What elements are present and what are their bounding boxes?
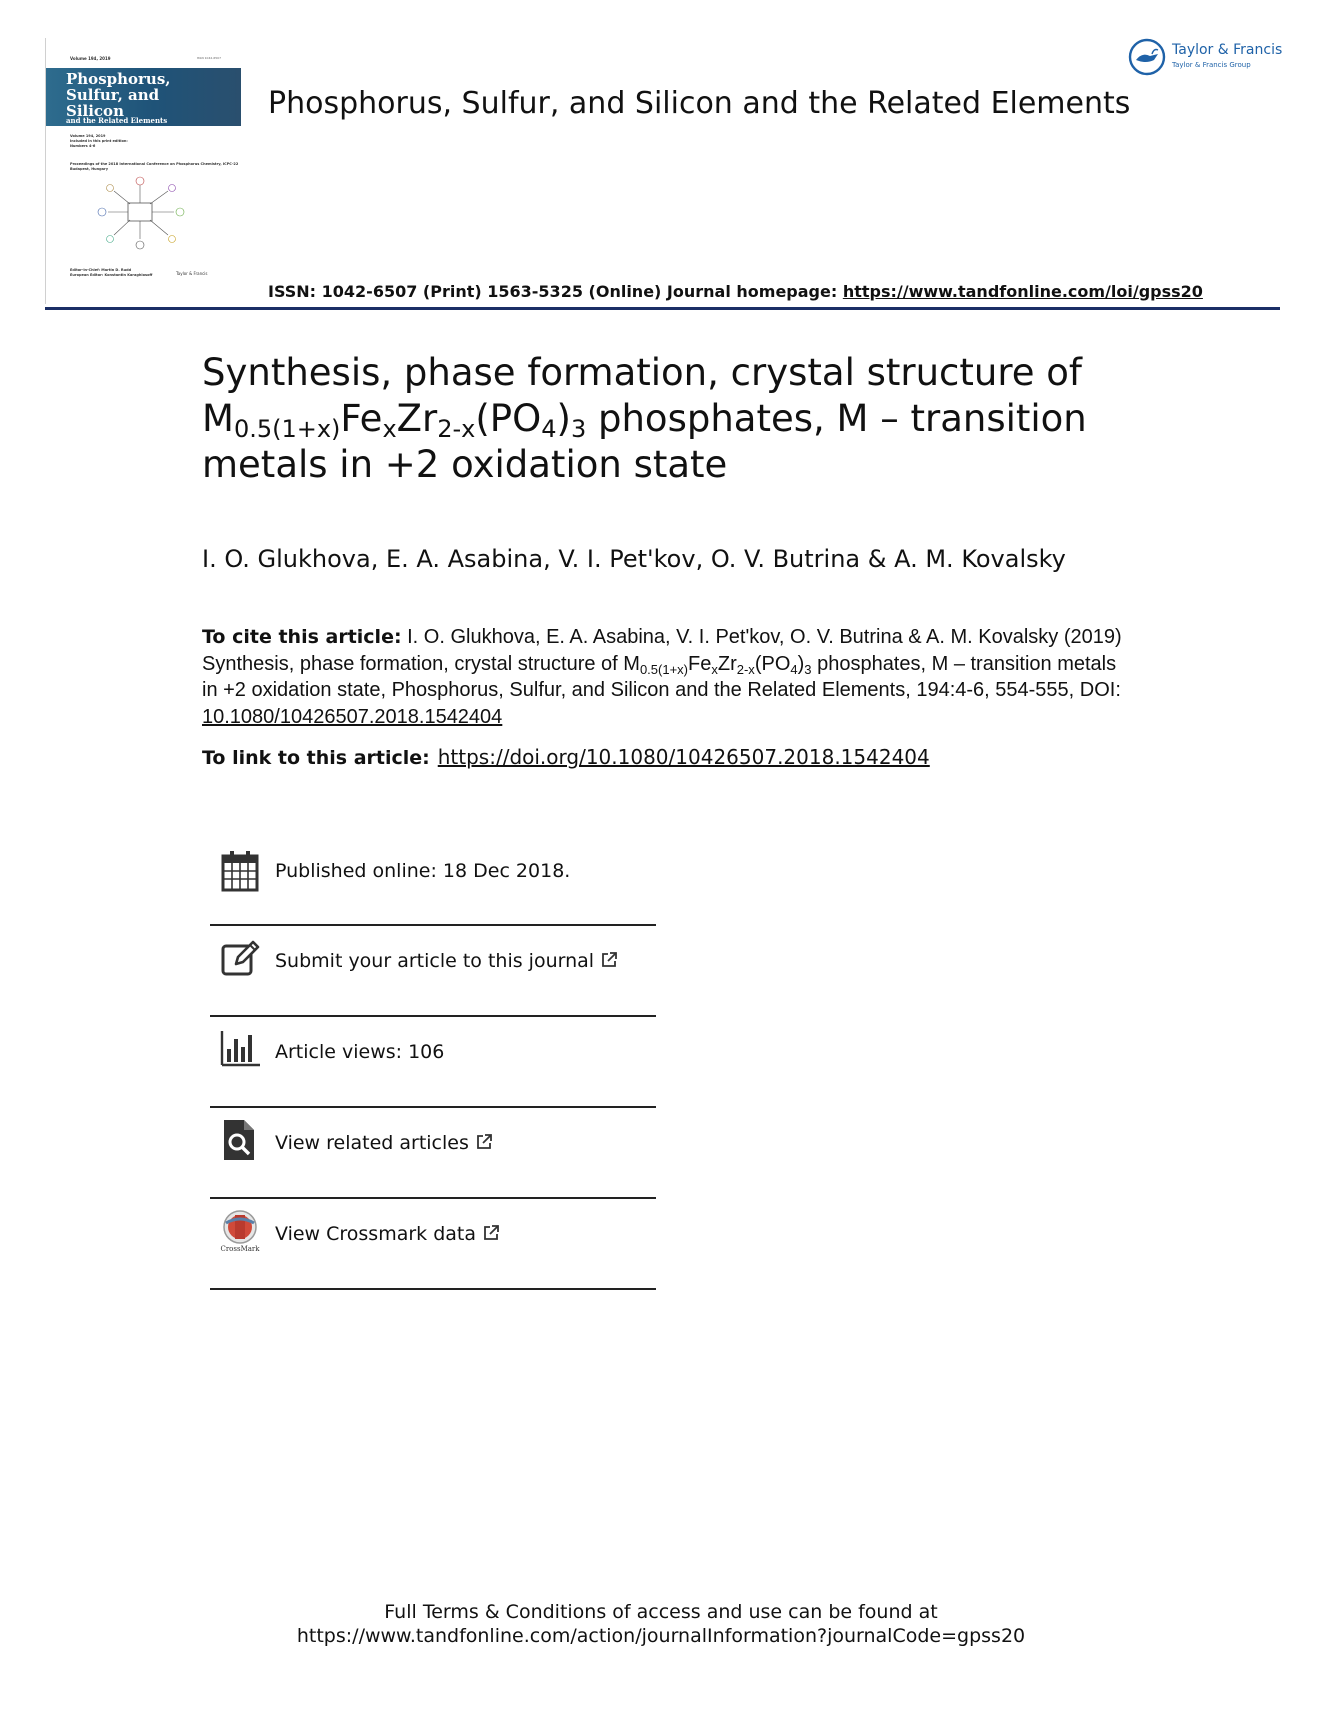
crossmark-item[interactable]	[210, 1199, 656, 1290]
cover-title-band	[46, 68, 241, 126]
journal-cover	[45, 38, 241, 304]
calendar-icon	[220, 850, 260, 894]
published-online-item	[210, 840, 656, 926]
document-search-icon	[220, 1118, 260, 1162]
crossmark-caption: CrossMark	[220, 1245, 260, 1253]
submit-article-link[interactable]: Submit your article to this journal	[275, 950, 618, 972]
crossmark-link[interactable]: View Crossmark data	[275, 1223, 500, 1245]
footer-terms-url[interactable]: https://www.tandfonline.com/action/journalInformation?journalCode=gpss20	[296, 1625, 1026, 1647]
article-authors: I. O. Glukhova, E. A. Asabina, V. I. Pet'kov, O. V. Butrina & A. M. Kovalsky	[202, 545, 1066, 573]
published-online-text: Published online: 18 Dec 2018.	[275, 860, 571, 882]
header-divider	[45, 307, 1280, 310]
issn-text: ISSN: 1042-6507 (Print) 1563-5325 (Online) Journal homepage:	[268, 282, 843, 301]
article-link-line	[202, 745, 930, 769]
taylor-francis-lamp-icon	[1128, 38, 1166, 76]
external-link-icon	[475, 1133, 493, 1151]
issn-line	[268, 282, 1203, 301]
terms-footer	[0, 1600, 1322, 1648]
publisher-name: Taylor & Francis	[1172, 42, 1283, 58]
citation-label: To cite this article:	[202, 626, 402, 648]
cover-reaction-scheme-icon	[86, 173, 196, 258]
citation-block: To cite this article: I. O. Glukhova, E. A. Asabina, V. I. Pet'kov, O. V. Butrina & A. M. Kovalsky (2019) Synthesis, phase formation, crystal structure of $M_{0.5(1+x)}Fe_xZr_{2-x}(PO_4)_3$ phosphates, M – transition metals in +2 oxidation state, Phosphorus, Sulfur, and Silicon and the Related Elements, 194:4-6, 554-555, DOI: 10.1080/10426507.2018.1542404	[202, 626, 1122, 728]
publisher-logo[interactable]	[1128, 38, 1288, 78]
link-label: To link to this article:	[202, 747, 430, 769]
article-info-list	[210, 840, 656, 1290]
article-views-item	[210, 1017, 656, 1108]
external-link-icon	[482, 1224, 500, 1242]
submit-article-item[interactable]	[210, 926, 656, 1017]
edit-icon	[220, 936, 260, 980]
external-link-icon	[600, 951, 618, 969]
cover-subtitle: and the Related Elements	[66, 116, 168, 125]
cover-meta: Volume 194, 2019 Included in this print edition: Numbers 4-6	[70, 134, 128, 148]
article-doi-url-link[interactable]: https://doi.org/10.1080/10426507.2018.1542404	[437, 745, 930, 769]
cover-title: Phosphorus, Sulfur, and Silicon	[66, 70, 171, 120]
cover-proceedings: Proceedings of the 2018 International Conference on Phosphorus Chemistry, ICPC-22 Budapest, Hungary	[70, 162, 239, 171]
related-articles-item[interactable]	[210, 1108, 656, 1199]
crossmark-icon	[220, 1209, 260, 1253]
journal-title: Phosphorus, Sulfur, and Silicon and the Related Elements	[268, 86, 1131, 121]
cover-issn: ISSN 1042-6507	[196, 56, 221, 60]
publisher-group: Taylor & Francis Group	[1172, 61, 1251, 69]
doi-link[interactable]: 10.1080/10426507.2018.1542404	[202, 705, 503, 728]
cover-editors: Editor-in-Chief: Martin D. Rudd European Editor: Konstantin Karaghiosoff	[70, 268, 153, 277]
article-title: Synthesis, phase formation, crystal structure of $M_{0.5(1+x)}Fe_xZr_{2-x}(PO_4)_3$ phosphates, M – transition metals in +2 oxidation state	[202, 351, 1087, 486]
bar-chart-icon	[220, 1027, 260, 1071]
cover-volume: Volume 194, 2019	[70, 56, 111, 61]
journal-homepage-link[interactable]: https://www.tandfonline.com/loi/gpss20	[842, 282, 1203, 301]
related-articles-link[interactable]: View related articles	[275, 1132, 493, 1154]
cover-publisher-logo: Taylor & Francis	[176, 271, 208, 276]
footer-line-1: Full Terms & Conditions of access and use can be found at	[384, 1601, 938, 1623]
article-views-text: Article views: 106	[275, 1041, 445, 1063]
